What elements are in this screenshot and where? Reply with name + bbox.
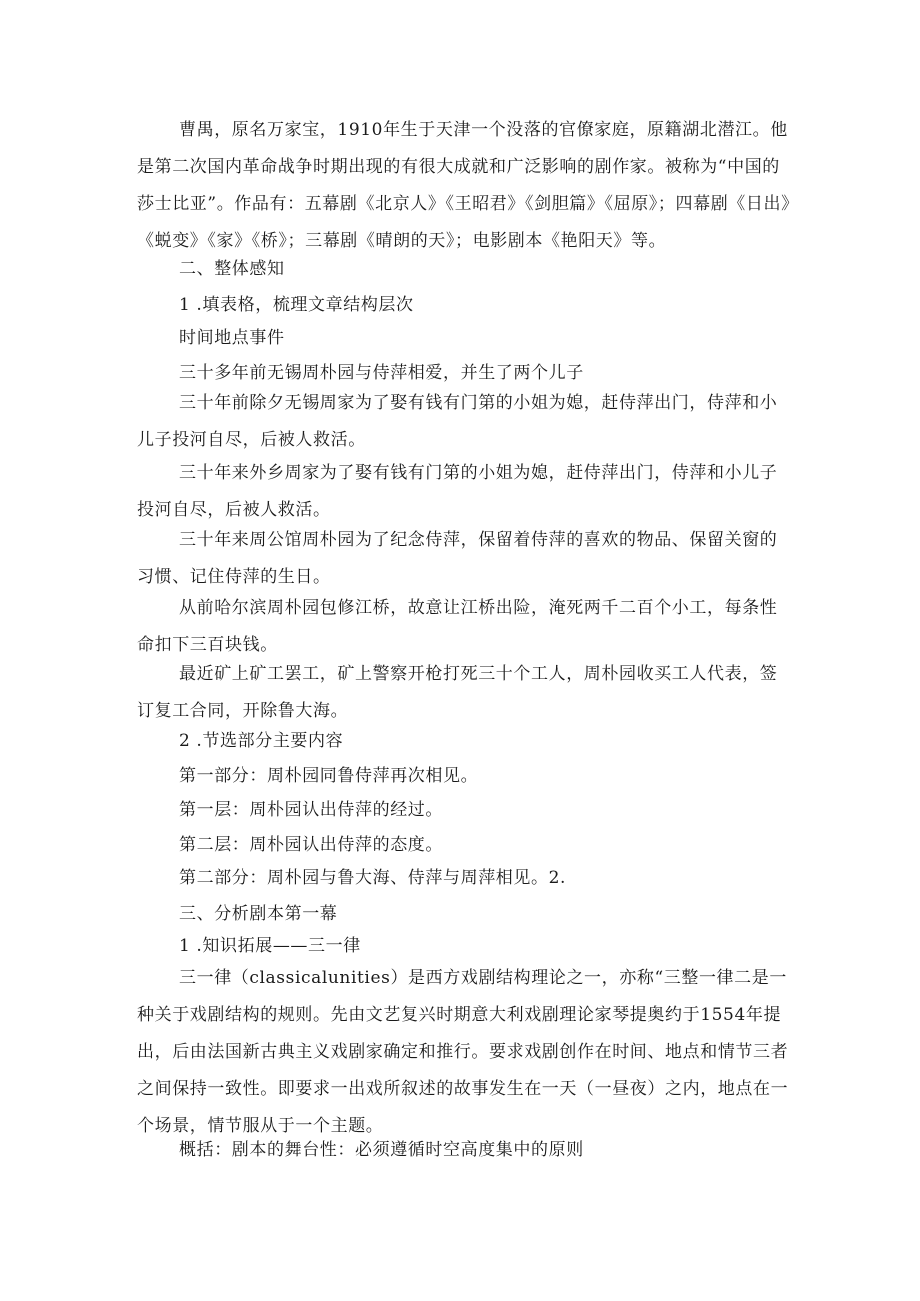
layer-one-text: 第一层：周朴园认出侍萍的经过。: [179, 800, 443, 820]
event-row-2: 三十年前除夕无锡周家为了娶有钱有门第的小姐为媳，赶侍萍出门，侍萍和小儿子投河自尽，后被人救活。: [137, 393, 778, 450]
section-heading-analysis: 三、分析剧本第一幕: [179, 904, 338, 924]
event-row-3: 三十年来外乡周家为了娶有钱有门第的小姐为媳，赶侍萍出门，侍萍和小儿子投河自尽，后被人救活。: [137, 463, 778, 520]
table-header-text: 时间地点事件: [179, 328, 285, 348]
event-row-4: 三十年来周公馆周朴园为了纪念侍萍，保留着侍萍的喜欢的物品、保留关窗的习惯、记住侍萍的生日。: [137, 530, 778, 587]
event-row-1: 三十多年前无锡周朴园与侍萍相爱，并生了两个儿子: [179, 363, 584, 383]
section-heading-overall: 二、整体感知: [179, 259, 285, 279]
intro-paragraph: 曹禺，原名万家宝，1910年生于天津一个没落的官僚家庭，原籍湖北潜江。他是第二次国内革命战争时期出现的有很大成就和广泛影响的剧作家。被称为“中国的莎士比亚”。作品有：五幕剧《北京人》《王昭君》《剑胆篇》《屈原》；四幕剧《日出》《蜕变》《家》《桥》；三幕剧《晴朗的天》；电影剧本《艳阳天》等。: [137, 120, 791, 251]
subheading-fill-table: 1 .填表格，梳理文章结构层次: [179, 295, 414, 315]
subheading-main-content: 2 .节选部分主要内容: [179, 731, 344, 751]
part-two-text: 第二部分：周朴园与鲁大海、侍萍与周萍相见。2.: [179, 868, 567, 888]
event-row-5: 从前哈尔滨周朴园包修江桥，故意让江桥出险，淹死两千二百个小工，每条性命扣下三百块钱。: [137, 598, 778, 655]
three-unities-paragraph: 三一律（classicalunities）是西方戏剧结构理论之一，亦称“三整一律二是一种关于戏剧结构的规则。先由文艺复兴时期意大利戏剧理论家琴提奥约于1554年提出，后由法国新古典主义戏剧家确定和推行。要求戏剧创作在时间、地点和情节三者之间保持一致性。即要求一出戏所叙述的故事发生在一天（一昼夜）之内，地点在一个场景，情节服从于一个主题。: [137, 968, 789, 1136]
part-one-text: 第一部分：周朴园同鲁侍萍再次相见。: [179, 766, 479, 786]
subheading-three-unities: 1 .知识拓展——三一律: [179, 936, 361, 956]
event-row-6: 最近矿上矿工罢工，矿上警察开枪打死三十个工人，周朴园收买工人代表，签订复工合同，开除鲁大海。: [137, 664, 778, 721]
summary-text: 概括：剧本的舞台性：必须遵循时空高度集中的原则: [179, 1140, 584, 1160]
layer-two-text: 第二层：周朴园认出侍萍的态度。: [179, 835, 443, 855]
